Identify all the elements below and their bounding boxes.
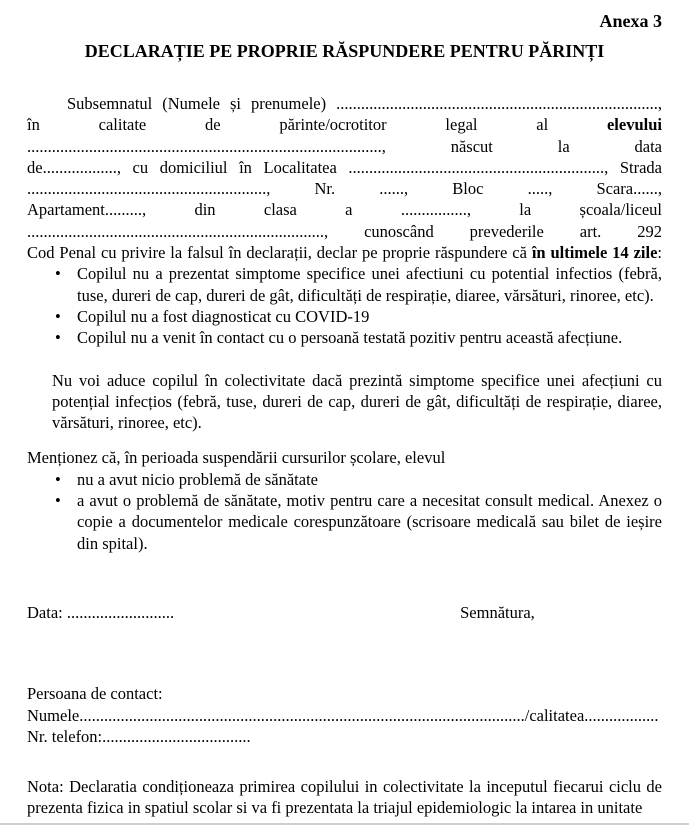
list-item <box>27 490 662 554</box>
contact-phone-field: Nr. telefon:.................................... <box>27 726 251 746</box>
symptoms-list <box>27 263 662 348</box>
anexa-label: Anexa 3 <box>599 11 662 31</box>
bullet-icon: • <box>55 306 61 326</box>
declaration-line-nascut: ......................................................................................, născut la data <box>27 136 662 156</box>
signature-row <box>27 602 662 623</box>
declaration-line-cod-penal <box>27 242 662 263</box>
signature-label: Semnătura, <box>460 602 535 622</box>
list-item-text: nu a avut nicio problemă de sănătate <box>77 469 318 489</box>
declaration-line-calitate-text: în calitate de părinte/ocrotitor legal al <box>27 115 607 135</box>
declaration-paragraph <box>27 93 662 263</box>
declaration-line-clasa: Apartament........., din clasa a ................, la școala/liceul <box>27 200 662 220</box>
commitment-paragraph: Nu voi aduce copilul în colectivitate dacă prezintă simptome specifice unei afecțiuni cu potențial infecțios (febră, tuse, dureri de cap, dureri de gât, dificultăți de respirație, diaree, vărsături, rinoree, etc). <box>52 370 662 433</box>
colon: : <box>657 243 662 263</box>
declaration-line-adresa: .........................................................., Nr. ......, Bloc ....., Scara......, <box>27 179 662 199</box>
bullet-icon: • <box>55 328 61 348</box>
declaration-line-calitate <box>27 114 662 135</box>
document-title: DECLARAȚIE PE PROPRIE RĂSPUNDERE PENTRU PĂRINȚI <box>84 41 605 61</box>
list-item <box>27 327 662 348</box>
list-item-text: Copilul nu a venit în contact cu o persoană testată pozitiv pentru această afecțiune. <box>77 328 623 348</box>
bullet-icon: • <box>55 491 61 511</box>
contact-name-field: Numele............................................................................................................/calitatea.................. <box>27 705 659 725</box>
bullet-icon: • <box>55 469 61 489</box>
declaration-line-prevederi: ........................................................................, cunoscând prevederile art. 292 <box>27 221 662 241</box>
declaration-line-domiciliu: de.................., cu domiciliul în Localitatea .............................................................., Strada <box>27 157 662 177</box>
declaration-line-subsemnatul: Subsemnatul (Numele și prenumele) .............................................................................., <box>67 94 662 113</box>
declaration-line-cod-penal-text: Cod Penal cu privire la falsul în declarații, declar pe proprie răspundere că <box>27 243 532 263</box>
contact-section <box>27 683 662 747</box>
contact-heading: Persoana de contact: <box>27 684 163 704</box>
mention-list <box>27 469 662 554</box>
bold-elevului: elevului <box>606 115 662 135</box>
list-item-text: a avut o problemă de sănătate, motiv pentru care a necesitat consult medical. Anexez o copie a documentelor medicale corespunzătoare (scrisoare medicală sau bilet de ieșire din spital). <box>77 491 662 553</box>
list-item <box>27 306 662 327</box>
page-bottom-edge <box>0 823 689 825</box>
bold-14-zile: în ultimele 14 zile <box>531 243 658 263</box>
bullet-icon: • <box>55 264 61 284</box>
list-item <box>27 469 662 490</box>
list-item <box>27 263 662 306</box>
note-paragraph: Nota: Declaratia condiționeaza primirea copilului in colectivitate la inceputul fiecarui ciclu de prezenta fizica in spatiul scolar si va fi prezentata la triajul epidemiologic la intarea in unitate <box>27 777 662 818</box>
list-item-text: Copilul nu a prezentat simptome specifice unei afectiuni cu potential infectios (febră, tuse, dureri de cap, dureri de gât, dificultăți de respirație, diaree, vărsături, rinoree, etc). <box>77 264 662 305</box>
list-item-text: Copilul nu a fost diagnosticat cu COVID-19 <box>77 306 370 326</box>
mention-intro: Menționez că, în perioada suspendării cursurilor școlare, elevul <box>27 448 446 468</box>
date-field: Data: .......................... <box>27 602 175 622</box>
